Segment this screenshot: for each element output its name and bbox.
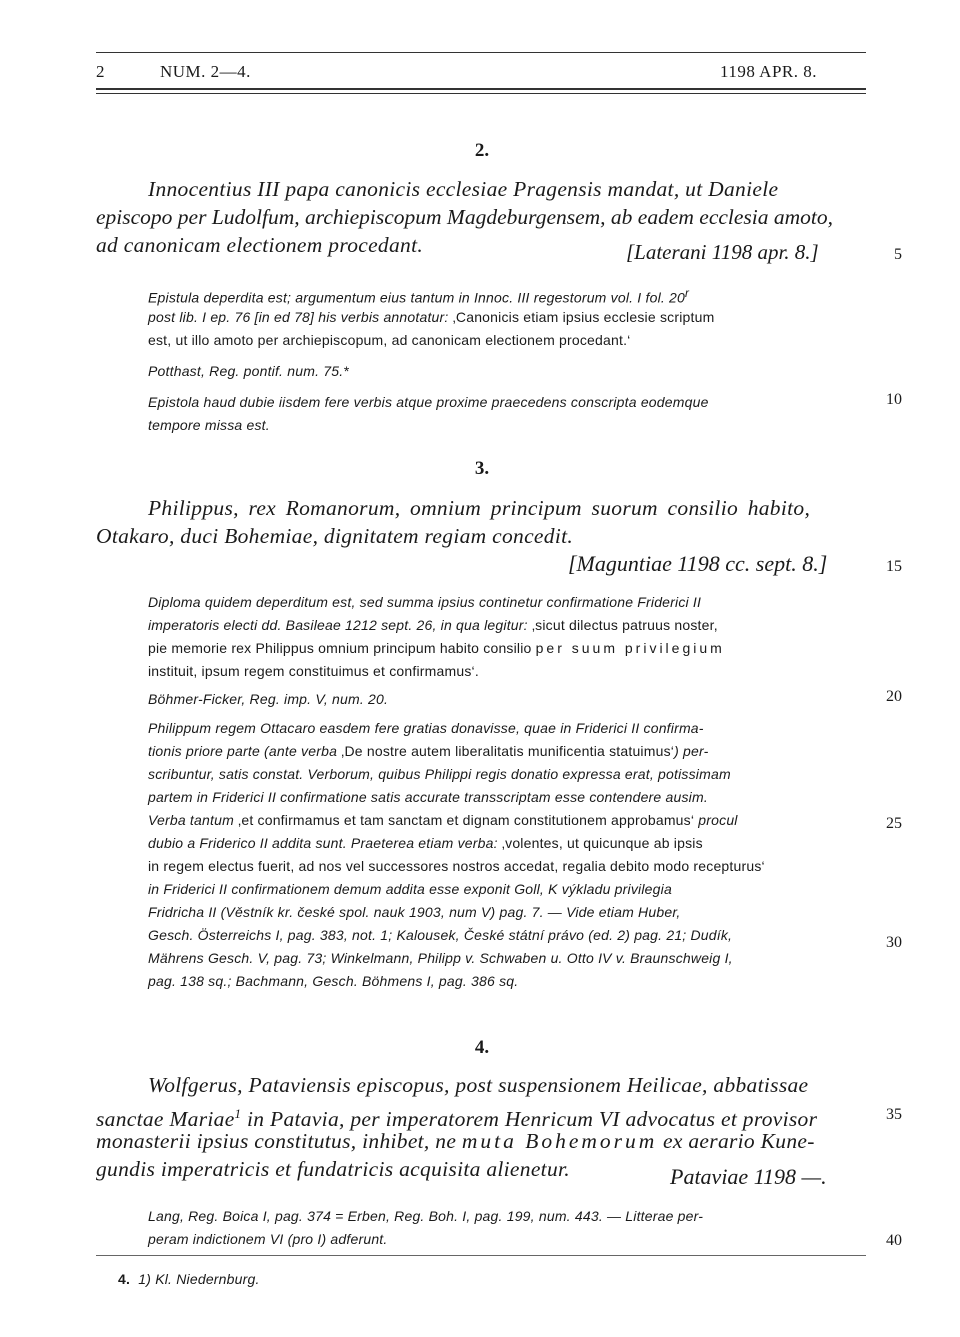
header-top-rule <box>96 52 866 53</box>
doc3-note-3-line-11: Mährens Gesch. V, pag. 73; Winkelmann, Philipp v. Schwaben u. Otto IV v. Braunschweig I, <box>148 950 733 966</box>
doc3-note-3-line-4: partem in Friderici II confirmatione satis accurate transscriptam esse contendere ausim. <box>148 789 708 805</box>
doc3-note-3-line-2-end: ) per- <box>674 743 709 759</box>
doc3-note-3-line-2-italic: tionis priore parte (ante verba <box>148 743 338 759</box>
doc4-summary-line-4: gundis imperatricis et fundatricis acquisita alienetur. <box>96 1157 570 1181</box>
doc2-summary-line-3: ad canonicam electionem procedant. <box>96 233 424 257</box>
doc3-note-1-line-2-italic: imperatoris electi dd. Basileae 1212 sept. 26, in qua legitur: <box>148 617 528 633</box>
footnote-rule <box>96 1255 866 1256</box>
line-number-40: 40 <box>886 1232 902 1249</box>
doc3-note-1-line-2 <box>148 614 868 637</box>
page-number: 2 <box>96 62 105 81</box>
doc2-note-1-line-2-italic: post lib. I ep. 76 [in ed 78] his verbis annotatur: <box>148 309 449 325</box>
doc3-summary-line-2: Otakaro, duci Bohemiae, dignitatem regiam concedit. <box>96 524 574 548</box>
doc2-summary-line-1: Innocentius III papa canonicis ecclesiae Pragensis mandat, ut Daniele <box>148 177 779 201</box>
doc3-note-3-line-8: in Friderici II confirmationem demum addita esse exponit Goll, K výkladu privilegia <box>148 881 672 897</box>
doc3-note-1-line-2-quote: ‚sicut dilectus patruus noster, <box>527 617 718 633</box>
doc3-note-1-line-1: Diploma quidem deperditum est, sed summa ipsius continetur confirmatione Friderici II <box>148 594 702 610</box>
doc3-note-3-line-1: Philippum regem Ottacaro easdem fere gratias donavisse, quae in Friderici II confirma- <box>148 720 704 736</box>
header-bottom-rule-2 <box>96 93 866 94</box>
header-section: NUM. 2—4. <box>160 62 251 81</box>
doc3-note-1-line-4: instituit, ipsum regem constituimus et confirmamus‘. <box>148 663 479 679</box>
line-number-30: 30 <box>886 934 902 951</box>
doc3-note-3-line-3: scribuntur, satis constat. Verborum, quibus Philippi regis donatio expressa erat, potissimam <box>148 766 731 782</box>
doc2-note-2: Potthast, Reg. pontif. num. 75.* <box>148 363 349 379</box>
doc3-summary-line-1: Philippus, rex Romanorum, omnium principum suorum consilio habito, <box>148 496 811 520</box>
doc3-note-3-line-5-quote: ‚et confirmamus et tam sanctam et dignam constitutionem approbamus‘ <box>233 812 699 828</box>
doc3-note-3-line-6 <box>148 832 868 855</box>
doc4-date: Pataviae 1198 —. <box>670 1164 827 1189</box>
line-number-10: 10 <box>886 391 902 408</box>
header-bottom-rule <box>96 88 866 90</box>
doc3-note-3-line-10: Gesch. Österreichs I, pag. 383, not. 1; Kalousek, České státní právo (ed. 2) pag. 21; Dudík, <box>148 927 733 943</box>
line-number-25: 25 <box>886 815 902 832</box>
doc4-summary-line-2-a: sanctae Mariae <box>96 1107 235 1132</box>
line-number-20: 20 <box>886 688 902 705</box>
doc3-number: 3. <box>474 458 490 479</box>
doc3-note-3-line-9: Fridricha II (Věstník kr. české spol. nauk 1903, num V) pag. 7. — Vide etiam Huber, <box>148 904 681 920</box>
doc2-note-3-line-2: tempore missa est. <box>148 417 270 433</box>
doc2-note-1-line-2 <box>148 306 868 329</box>
footnote <box>118 1268 260 1291</box>
footnote-label: 4. <box>118 1271 131 1287</box>
doc3-note-3-line-5-italic: Verba tantum <box>148 812 234 828</box>
doc3-note-2: Böhmer-Ficker, Reg. imp. V, num. 20. <box>148 691 389 707</box>
doc2-number: 2. <box>474 140 490 161</box>
doc2-note-3-line-1: Epistola haud dubie iisdem fere verbis atque proxime praecedens conscripta eodemque <box>148 394 709 410</box>
doc4-note-line-1: Lang, Reg. Boica I, pag. 374 = Erben, Reg. Boh. I, pag. 199, num. 443. — Litterae per- <box>148 1208 704 1224</box>
doc4-summary-line-3-a: monasterii ipsius constitutus, inhibet, ne <box>96 1129 462 1153</box>
doc4-summary-line-2-b: in Patavia, per imperatorem Henricum VI advocatus et provisor <box>241 1107 818 1132</box>
line-number-15: 15 <box>886 558 902 575</box>
doc2-summary-line-2: episcopo per Ludolfum, archiepiscopum Magdeburgensem, ab eadem ecclesia amoto, <box>96 205 834 229</box>
doc2-note-1-line-2-quote: ‚Canonicis etiam ipsius ecclesie scriptum <box>448 309 715 325</box>
line-number-35: 35 <box>886 1106 902 1123</box>
doc4-summary-line-3 <box>96 1128 868 1155</box>
doc3-note-3-line-5-end: procul <box>698 812 738 828</box>
line-number-5: 5 <box>894 246 902 263</box>
doc4-summary-line-3-b: ex aerario Kune- <box>657 1129 815 1153</box>
doc3-note-3-line-7: in regem electus fuerit, ad nos vel successores nostros accedat, regalia debito modo recepturus‘ <box>148 858 765 874</box>
doc3-date: [Maguntiae 1198 cc. sept. 8.] <box>568 551 828 576</box>
doc2-note-1-line-1: Epistula deperdita est; argumentum eius tantum in Innoc. III regestorum vol. I fol. 20 <box>148 289 686 306</box>
doc4-note-line-2: peram indictionem VI (pro I) adferunt. <box>148 1231 388 1247</box>
doc3-note-3-line-12: pag. 138 sq.; Bachmann, Gesch. Böhmens I, pag. 386 sq. <box>148 973 519 989</box>
doc3-note-3-line-6-quote: ‚volentes, ut quicunque ab ipsis <box>497 835 703 851</box>
doc2-note-1-line-3: est, ut illo amoto per archiepiscopum, ad canonicam electionem procedant.‘ <box>148 332 631 348</box>
doc3-note-3-line-6-italic: dubio a Friderico II addita sunt. Praeterea etiam verba: <box>148 835 498 851</box>
header-date: 1198 APR. 8. <box>720 62 818 81</box>
doc3-note-3-line-2 <box>148 740 868 763</box>
doc4-summary-footnote-ref: 1 <box>234 1106 242 1121</box>
doc3-note-3-line-2-quote: ‚De nostre autem liberalitatis munificentia statuimus‘ <box>337 743 675 759</box>
doc3-note-1-line-3 <box>148 637 868 660</box>
doc3-note-1-line-3-text: pie memorie rex Philippus omnium principum habito consilio <box>148 640 536 656</box>
doc4-summary-line-3-spaced: muta Bohemorum <box>461 1129 658 1153</box>
doc2-date: [Laterani 1198 apr. 8.] <box>626 240 819 264</box>
doc3-note-3-line-5 <box>148 809 868 832</box>
footnote-text: 1) Kl. Niedernburg. <box>138 1271 260 1287</box>
doc4-number: 4. <box>474 1037 490 1058</box>
doc3-note-1-line-3-spaced: per suum privilegium <box>535 640 725 656</box>
doc2-note-1-sup: r <box>685 287 690 300</box>
doc4-summary-line-1: Wolfgerus, Pataviensis episcopus, post suspensionem Heilicae, abbatissae <box>148 1073 809 1097</box>
